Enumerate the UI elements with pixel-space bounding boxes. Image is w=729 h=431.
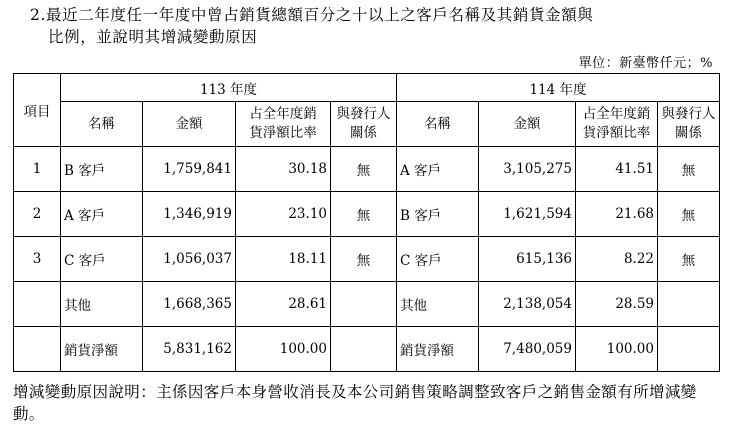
customer-name-cell: 其他 — [397, 282, 479, 327]
ratio-cell: 8.22 — [576, 237, 658, 282]
amount-cell: 1,621,594 — [479, 192, 576, 237]
relation-cell: 無 — [331, 192, 397, 237]
ratio-cell: 28.61 — [236, 282, 331, 327]
relation-cell: 無 — [658, 192, 720, 237]
ratio-cell: 23.10 — [236, 192, 331, 237]
item-header: 項目 — [14, 74, 61, 147]
item-cell: 3 — [14, 237, 61, 282]
major-customers-table — [13, 73, 720, 372]
name-header-114: 名稱 — [397, 102, 479, 147]
customer-name-cell: B 客戶 — [61, 147, 143, 192]
relation-header-line-2: 關係 — [675, 125, 702, 141]
table-row — [14, 147, 720, 192]
ratio-header-line-1: 占全年度銷 — [249, 106, 317, 122]
table-row — [14, 192, 720, 237]
relation-header-line-1: 與發行人 — [336, 106, 391, 122]
year-113-header: 113 年度 — [61, 74, 397, 102]
ratio-cell: 30.18 — [236, 147, 331, 192]
item-cell: 1 — [14, 147, 61, 192]
amount-cell: 2,138,054 — [479, 282, 576, 327]
ratio-cell: 100.00 — [236, 327, 331, 372]
relation-cell: 無 — [331, 237, 397, 282]
year-114-header: 114 年度 — [397, 74, 720, 102]
customer-name-cell: A 客戶 — [397, 147, 479, 192]
amount-cell: 7,480,059 — [479, 327, 576, 372]
amount-cell: 1,056,037 — [143, 237, 236, 282]
column-header-row — [14, 102, 720, 147]
table-row — [14, 282, 720, 327]
item-cell: 2 — [14, 192, 61, 237]
customer-name-cell: B 客戶 — [397, 192, 479, 237]
relation-cell: 無 — [658, 237, 720, 282]
relation-cell: 無 — [331, 147, 397, 192]
table-row — [14, 237, 720, 282]
ratio-cell: 41.51 — [576, 147, 658, 192]
amount-cell: 1,759,841 — [143, 147, 236, 192]
relation-cell: 無 — [658, 147, 720, 192]
customer-name-cell: 銷貨淨額 — [61, 327, 143, 372]
item-cell — [14, 327, 61, 372]
customer-name-cell: 銷貨淨額 — [397, 327, 479, 372]
amount-header-113: 金額 — [143, 102, 236, 147]
relation-header-114 — [658, 102, 720, 147]
amount-header-114: 金額 — [479, 102, 576, 147]
year-header-row — [14, 74, 720, 102]
relation-cell — [658, 282, 720, 327]
ratio-cell: 28.59 — [576, 282, 658, 327]
heading-line-2: 比例，並說明其增減變動原因 — [48, 28, 258, 46]
customer-name-cell: C 客戶 — [397, 237, 479, 282]
table-row — [14, 327, 720, 372]
customer-name-cell: 其他 — [61, 282, 143, 327]
ratio-header-114 — [576, 102, 658, 147]
heading-line-1: 2.最近二年度任一年度中曾占銷貨總額百分之十以上之客戶名稱及其銷貨金額與 — [30, 6, 594, 24]
ratio-header-line-1: 占全年度銷 — [582, 106, 651, 122]
ratio-cell: 100.00 — [576, 327, 658, 372]
relation-cell — [331, 327, 397, 372]
amount-cell: 3,105,275 — [479, 147, 576, 192]
customer-name-cell: A 客戶 — [61, 192, 143, 237]
relation-cell — [331, 282, 397, 327]
relation-cell — [658, 327, 720, 372]
name-header-113: 名稱 — [61, 102, 143, 147]
ratio-header-113 — [236, 102, 331, 147]
relation-header-113 — [331, 102, 397, 147]
ratio-header-line-2: 貨淨額比率 — [582, 125, 651, 141]
amount-cell: 1,346,919 — [143, 192, 236, 237]
section-heading — [30, 4, 720, 48]
change-explanation: 增減變動原因說明：主係因客戶本身營收消長及本公司銷售策略調整致客戶之銷售金額有所增減變動。 — [13, 383, 697, 423]
unit-note: 單位：新臺幣仟元；% — [578, 56, 713, 71]
customer-name-cell: C 客戶 — [61, 237, 143, 282]
ratio-header-line-2: 貨淨額比率 — [249, 125, 317, 141]
relation-header-line-2: 關係 — [350, 125, 377, 141]
ratio-cell: 18.11 — [236, 237, 331, 282]
item-cell — [14, 282, 61, 327]
amount-cell: 5,831,162 — [143, 327, 236, 372]
amount-cell: 1,668,365 — [143, 282, 236, 327]
ratio-cell: 21.68 — [576, 192, 658, 237]
amount-cell: 615,136 — [479, 237, 576, 282]
relation-header-line-1: 與發行人 — [661, 106, 716, 122]
